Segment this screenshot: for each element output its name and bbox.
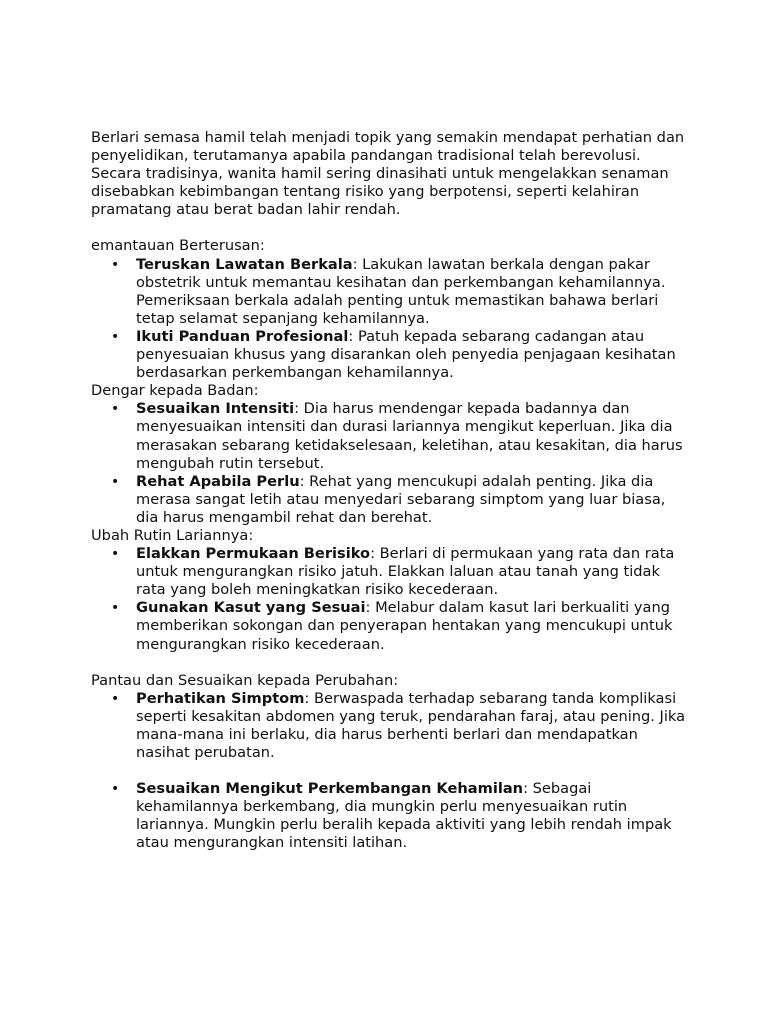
- item-title: Perhatikan Simptom: [136, 689, 305, 707]
- list-item: [91, 473, 691, 527]
- bullet-list-routine: [91, 545, 691, 654]
- bullet-list-listen-body: [91, 400, 691, 527]
- list-item: [91, 780, 691, 852]
- list-item: [91, 400, 691, 472]
- list-item: [91, 328, 691, 382]
- item-text: : Sebagai kehamilannya berkembang, dia mungkin perlu menyesuaikan rutin lariannya. Mungkin perlu beralih kepada aktiviti yang lebih rendah impak atau mengurangkan intensiti latihan.: [136, 780, 672, 852]
- list-item: [91, 545, 691, 599]
- section-heading-listen-body: Dengar kepada Badan:: [91, 382, 259, 400]
- list-spacer: [91, 762, 691, 780]
- item-title: Rehat Apabila Perlu: [136, 472, 300, 490]
- item-title: Gunakan Kasut yang Sesuai: [136, 599, 366, 617]
- item-text: : Rehat yang mencukupi adalah penting. Jika dia merasa sangat letih atau menyedari sebarang simptom yang luar biasa, dia harus mengambil rehat dan berehat.: [136, 472, 666, 526]
- paragraph-spacer: [91, 219, 691, 237]
- item-text: : Dia harus mendengar kepada badannya dan menyesuaikan intensiti dan durasi lariannya mengikut keperluan. Jika dia merasakan sebarang ketidakselesaan, keletihan, atau kesakitan, dia harus mengubah rutin tersebut.: [136, 400, 683, 472]
- list-item: [91, 599, 691, 653]
- list-item: [91, 256, 691, 328]
- section-heading-monitor-adapt: Pantau dan Sesuaikan kepada Perubahan:: [91, 671, 399, 689]
- paragraph-spacer: [91, 654, 691, 672]
- section-heading-routine: Ubah Rutin Lariannya:: [91, 526, 254, 544]
- item-text: : Lakukan lawatan berkala dengan pakar obstetrik untuk memantau kesihatan dan perkembangan kehamilannya. Pemeriksaan berkala adalah penting untuk memastikan bahawa berlari tetap selamat sepanjang kehamilannya.: [136, 255, 666, 327]
- item-title: Sesuaikan Intensiti: [136, 400, 295, 418]
- intro-paragraph: Berlari semasa hamil telah menjadi topik yang semakin mendapat perhatian dan penyelidikan, terutamanya apabila pandangan tradisional telah berevolusi. Secara tradisinya, wanita hamil sering dinasihati untuk mengelakkan senaman disebabkan kebimbangan tentang risiko yang berpotensi, seperti kelahiran pramatang atau berat badan lahir rendah.: [91, 129, 685, 219]
- bullet-list-monitor-adapt: [91, 690, 691, 853]
- item-text: : Patuh kepada sebarang cadangan atau penyesuaian khusus yang disarankan oleh penyedia penjagaan kesihatan berdasarkan perkembangan kehamilannya.: [136, 327, 676, 382]
- item-title: Teruskan Lawatan Berkala: [136, 255, 353, 273]
- item-title: Sesuaikan Mengikut Perkembangan Kehamilan: [136, 780, 524, 798]
- item-title: Ikuti Panduan Profesional: [136, 327, 349, 345]
- list-item: [91, 690, 691, 762]
- item-text: : Berlari di permukaan yang rata dan rata untuk mengurangkan risiko jatuh. Elakkan laluan atau tanah yang tidak rata yang boleh meningkatkan risiko kecederaan.: [136, 545, 675, 599]
- bullet-list-monitoring: [91, 256, 691, 383]
- section-heading-monitoring: emantauan Berterusan:: [91, 237, 265, 255]
- item-text: : Melabur dalam kasut lari berkualiti yang memberikan sokongan dan penyerapan hentakan yang mencukupi untuk mengurangkan risiko kecederaan.: [136, 599, 673, 653]
- document-body: [91, 129, 691, 852]
- item-title: Elakkan Permukaan Berisiko: [136, 545, 371, 563]
- item-text: : Berwaspada terhadap sebarang tanda komplikasi seperti kesakitan abdomen yang teruk, pendarahan faraj, atau pening. Jika mana-mana ini berlaku, dia harus berhenti berlari dan mendapatkan nasihat perubatan.: [136, 689, 686, 761]
